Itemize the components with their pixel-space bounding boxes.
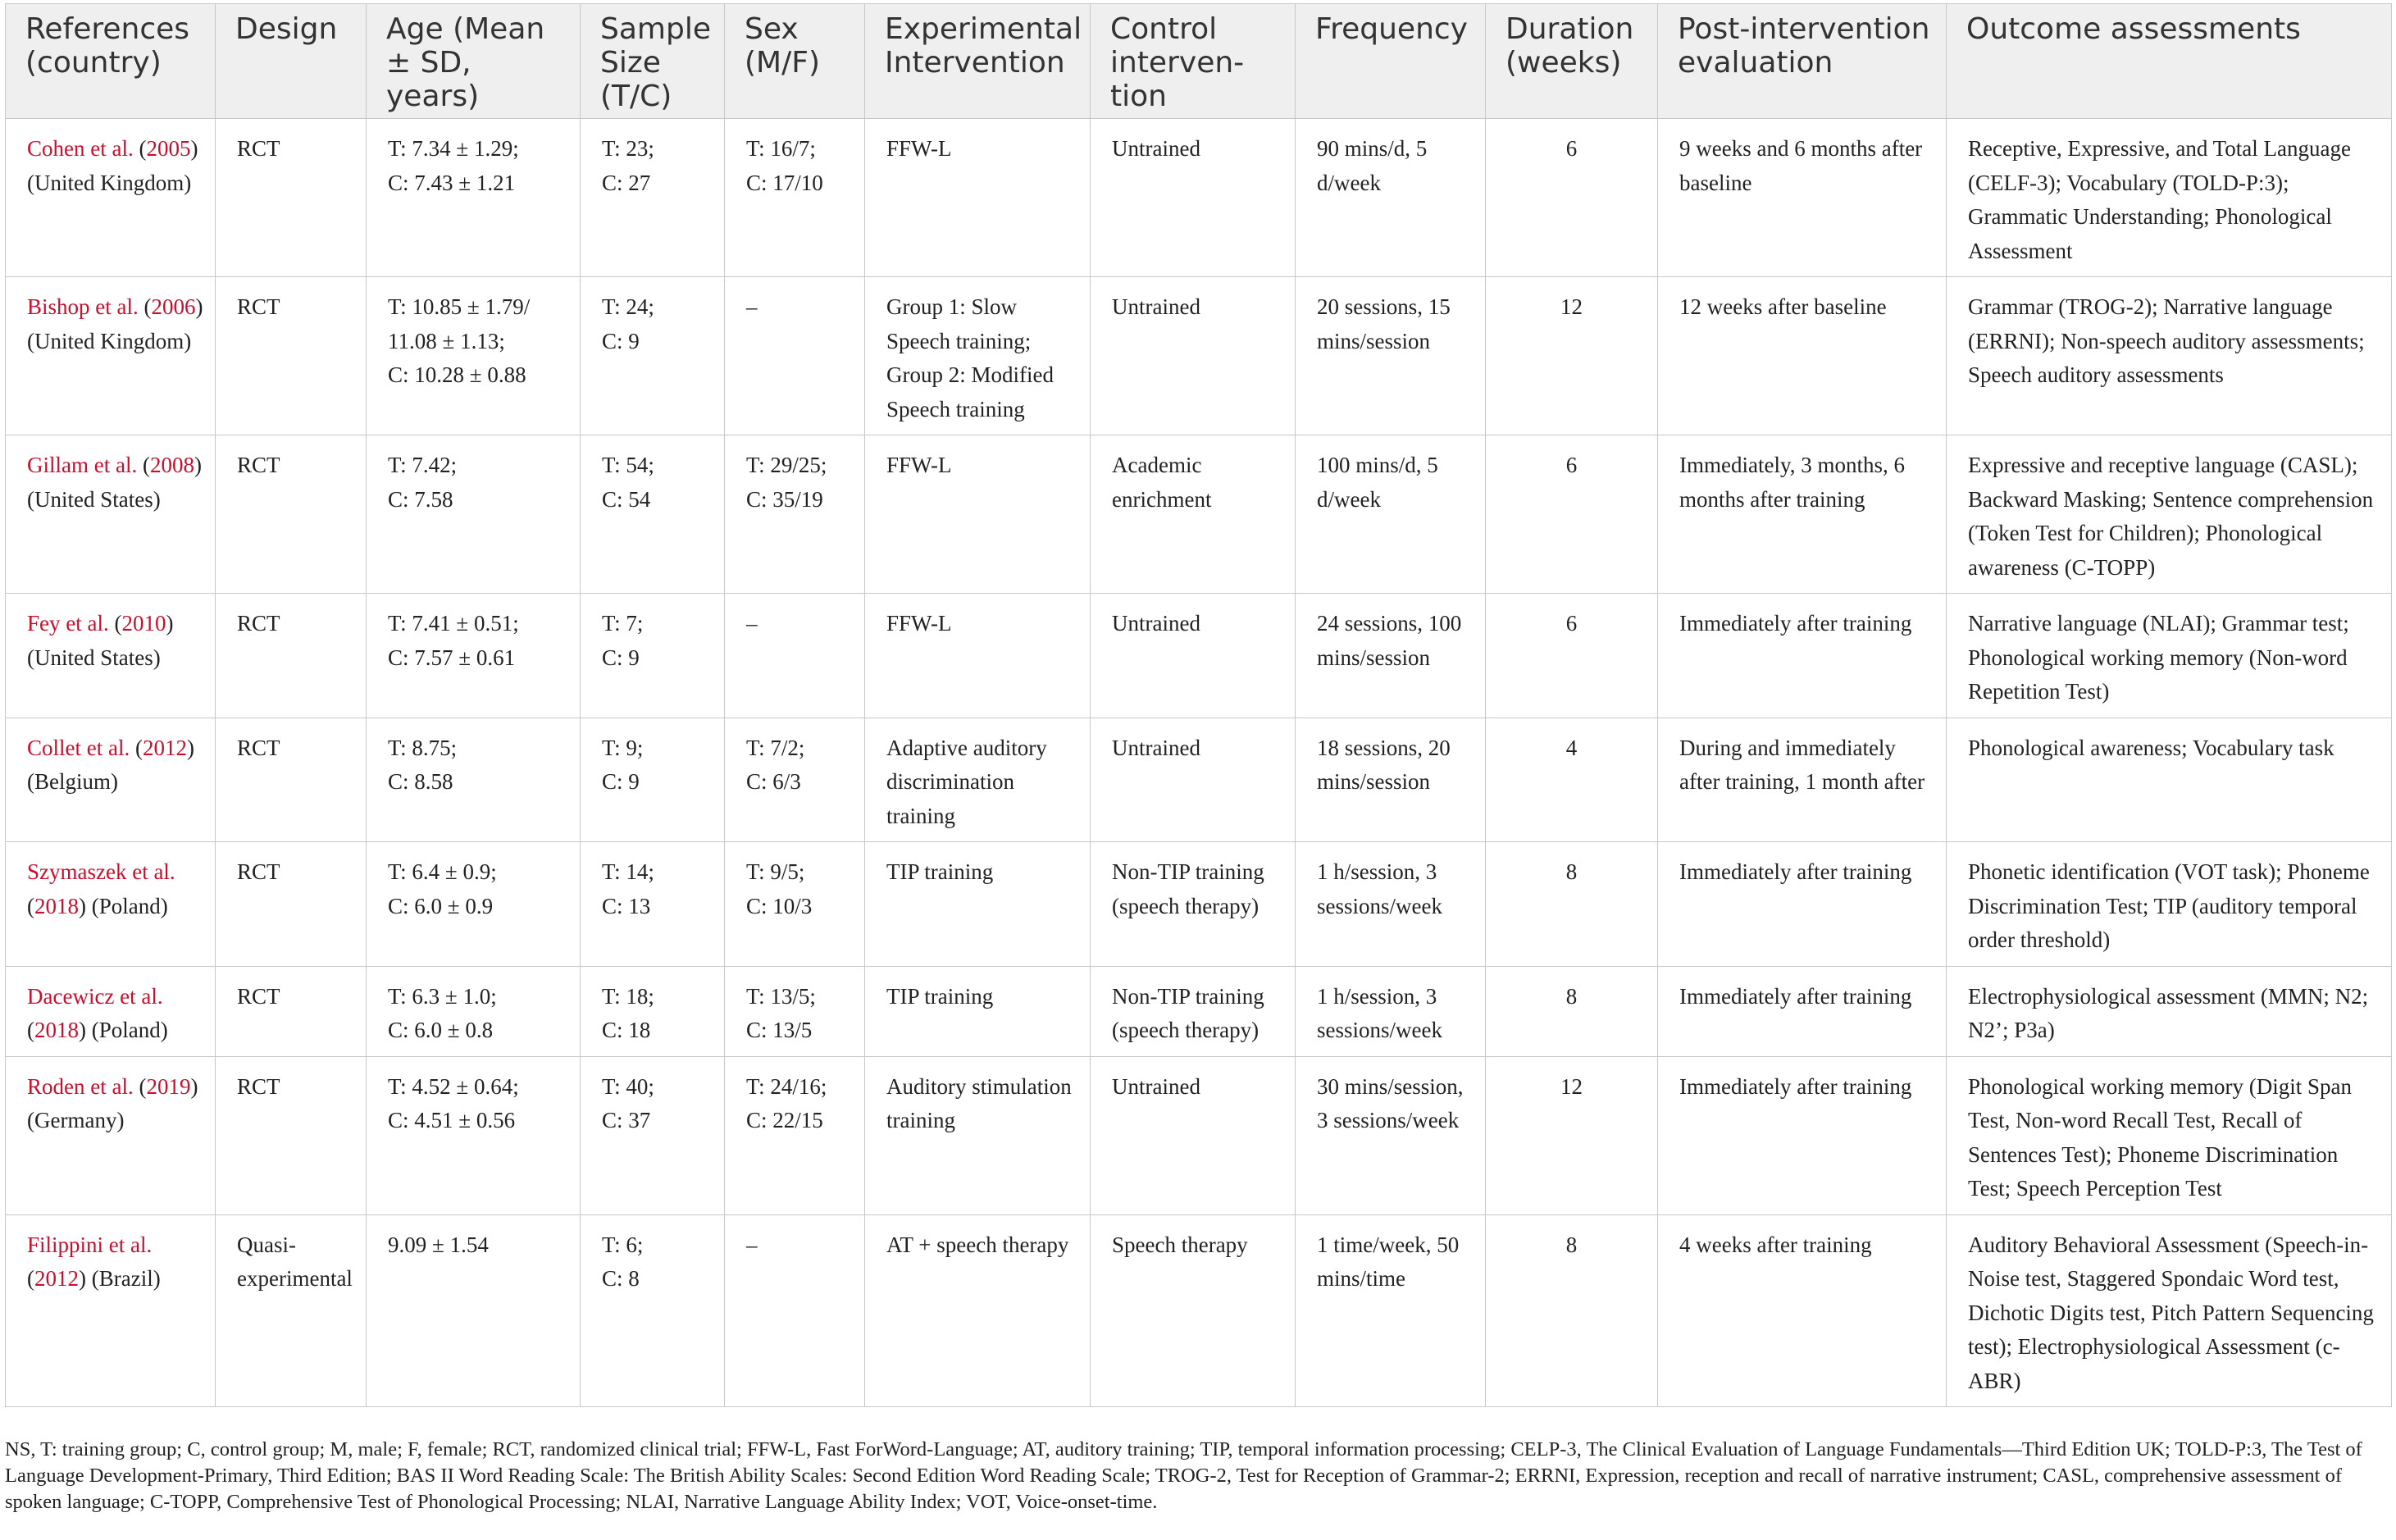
header-references: References (country) <box>6 4 216 119</box>
outcome-value: Expressive and receptive language (CASL); Backward Masking; Sentence comprehension (Token Test for Children); Phonological awareness (C-TOPP) <box>1968 453 2374 580</box>
age-value: C: 4.51 ± 0.56 <box>388 1108 516 1132</box>
duration-value: 12 <box>1560 294 1583 319</box>
experimental-cell <box>865 1056 1091 1214</box>
sex-value: C: 35/19 <box>746 486 823 512</box>
control-cell <box>1091 842 1296 967</box>
sample-cell <box>581 842 725 967</box>
age-value: T: 8.75; <box>388 735 458 760</box>
sample-value: T: 6; <box>602 1232 644 1257</box>
reference-year-link[interactable]: 2008 <box>149 453 194 477</box>
design-value: RCT <box>237 453 280 477</box>
reference-year-link[interactable]: 2010 <box>121 611 166 636</box>
control-cell <box>1091 966 1296 1056</box>
age-value: C: 6.0 ± 0.8 <box>388 1018 494 1042</box>
frequency-value: 100 mins/d, 5 d/week <box>1317 453 1438 512</box>
design-cell <box>216 966 367 1056</box>
outcome-cell <box>1947 842 2392 967</box>
header-row <box>6 4 2392 119</box>
control-cell <box>1091 1056 1296 1214</box>
sex-cell <box>725 718 865 842</box>
reference-cell: Roden et al. (2019) (Germany) <box>6 1056 216 1214</box>
table-row <box>6 594 2392 718</box>
duration-cell <box>1486 1214 1658 1407</box>
age-cell <box>367 1214 581 1407</box>
outcome-value: Phonetic identification (VOT task); Phoneme Discrimination Test; TIP (auditory temporal order threshold) <box>1968 859 2370 952</box>
reference-country: (Poland) <box>91 893 168 918</box>
design-cell <box>216 119 367 277</box>
control-value: Non-TIP training (speech therapy) <box>1112 859 1264 918</box>
sample-value: T: 24; <box>602 294 654 319</box>
reference-author: Gillam et al. <box>27 453 138 477</box>
frequency-cell <box>1296 594 1486 718</box>
sample-value: C: 54 <box>602 486 651 512</box>
frequency-value: 30 mins/session, 3 sessions/week <box>1317 1073 1464 1132</box>
frequency-value: 20 sessions, 15 mins/session <box>1317 294 1451 353</box>
outcome-value: Auditory Behavioral Assessment (Speech-in-Noise test, Staggered Spondaic Word test, Dichotic Digits test, Pitch Pattern Sequencing test); Electrophysiological Assessment (c-ABR) <box>1968 1232 2374 1393</box>
sample-value: T: 7; <box>602 611 644 636</box>
design-cell <box>216 718 367 842</box>
control-cell <box>1091 277 1296 435</box>
age-value: C: 6.0 ± 0.9 <box>388 893 494 918</box>
sex-value: C: 6/3 <box>746 769 801 794</box>
reference-year-link[interactable]: 2018 <box>34 893 79 918</box>
experimental-value: FFW-L <box>886 453 952 477</box>
design-cell <box>216 277 367 435</box>
header-control: Control interven-tion <box>1091 4 1296 119</box>
duration-cell <box>1486 277 1658 435</box>
sample-cell <box>581 718 725 842</box>
experimental-value: AT + speech therapy <box>886 1232 1069 1257</box>
sex-value: – <box>746 611 758 636</box>
frequency-value: 1 h/session, 3 sessions/week <box>1317 859 1442 918</box>
sample-value: C: 13 <box>602 893 651 918</box>
header-frequency: Frequency <box>1296 4 1486 119</box>
sample-value: T: 54; <box>602 453 654 477</box>
sample-value: T: 23; <box>602 136 654 161</box>
post-evaluation-cell <box>1658 119 1947 277</box>
sample-value: C: 9 <box>602 769 640 794</box>
age-cell <box>367 277 581 435</box>
duration-cell <box>1486 435 1658 594</box>
sex-value: T: 7/2; <box>746 735 805 760</box>
table-body <box>6 119 2392 1407</box>
duration-cell <box>1486 842 1658 967</box>
design-value: RCT <box>237 1073 280 1099</box>
reference-year-link[interactable]: 2012 <box>34 1266 79 1291</box>
reference-country: (United Kingdom) <box>27 170 192 195</box>
outcome-value: Electrophysiological assessment (MMN; N2; N2’; P3a) <box>1968 983 2369 1042</box>
sample-cell <box>581 1214 725 1407</box>
duration-value: 6 <box>1565 611 1578 636</box>
experimental-value: FFW-L <box>886 611 952 636</box>
outcome-value: Phonological awareness; Vocabulary task <box>1968 735 2335 760</box>
reference-author: Bishop et al. <box>27 294 139 319</box>
age-value: C: 7.58 <box>388 486 453 512</box>
table-row <box>6 435 2392 594</box>
post-evaluation-cell <box>1658 277 1947 435</box>
sample-value: C: 9 <box>602 645 640 670</box>
outcome-cell <box>1947 718 2392 842</box>
control-cell <box>1091 1214 1296 1407</box>
sex-value: T: 13/5; <box>746 983 816 1009</box>
control-value: Untrained <box>1112 136 1200 161</box>
age-value: T: 10.85 ± 1.79/ <box>388 294 531 319</box>
sex-value: C: 10/3 <box>746 893 813 918</box>
reference-country: (Belgium) <box>27 769 118 794</box>
outcome-cell <box>1947 1056 2392 1214</box>
age-cell <box>367 966 581 1056</box>
header-duration: Duration (weeks) <box>1486 4 1658 119</box>
age-value: C: 8.58 <box>388 769 453 794</box>
reference-year-link[interactable]: 2012 <box>142 735 187 760</box>
duration-value: 8 <box>1565 1232 1578 1257</box>
reference-country: (Poland) <box>91 1018 168 1042</box>
header-sex: Sex (M/F) <box>725 4 865 119</box>
control-value: Untrained <box>1112 611 1200 636</box>
header-sample-size: Sample Size (T/C) <box>581 4 725 119</box>
age-value: T: 6.3 ± 1.0; <box>388 983 497 1009</box>
experimental-value: TIP training <box>886 859 994 884</box>
sample-cell <box>581 277 725 435</box>
table-row <box>6 966 2392 1056</box>
post-evaluation-value: Immediately, 3 months, 6 months after training <box>1679 453 1905 512</box>
post-evaluation-value: Immediately after training <box>1679 859 1912 884</box>
sample-value: C: 8 <box>602 1266 640 1291</box>
frequency-cell <box>1296 718 1486 842</box>
duration-cell <box>1486 966 1658 1056</box>
table-row <box>6 1214 2392 1407</box>
outcome-value: Grammar (TROG-2); Narrative language (ERRNI); Non-speech auditory assessments; Speech auditory assessments <box>1968 294 2365 387</box>
experimental-cell <box>865 435 1091 594</box>
experimental-value: Auditory stimulation training <box>886 1073 1072 1132</box>
frequency-cell <box>1296 119 1486 277</box>
header-experimental: Experimental Intervention <box>865 4 1091 119</box>
control-value: Academic enrichment <box>1112 453 1212 512</box>
post-evaluation-cell <box>1658 1056 1947 1214</box>
sample-cell <box>581 966 725 1056</box>
reference-country: (Germany) <box>27 1108 125 1132</box>
duration-value: 12 <box>1560 1073 1583 1099</box>
reference-cell: Collet et al. (2012) (Belgium) <box>6 718 216 842</box>
age-cell <box>367 1056 581 1214</box>
reference-author: Cohen et al. <box>27 136 134 161</box>
sex-cell <box>725 1056 865 1214</box>
table-row <box>6 842 2392 967</box>
age-value: T: 7.41 ± 0.51; <box>388 611 519 636</box>
control-value: Untrained <box>1112 1073 1200 1099</box>
control-value: Non-TIP training (speech therapy) <box>1112 983 1264 1042</box>
post-evaluation-value: Immediately after training <box>1679 983 1912 1009</box>
design-cell <box>216 842 367 967</box>
design-cell <box>216 435 367 594</box>
post-evaluation-value: 12 weeks after baseline <box>1679 294 1887 319</box>
age-value: T: 4.52 ± 0.64; <box>388 1073 519 1099</box>
frequency-value: 24 sessions, 100 mins/session <box>1317 611 1462 670</box>
post-evaluation-cell <box>1658 1214 1947 1407</box>
duration-cell <box>1486 1056 1658 1214</box>
reference-cell: Bishop et al. (2006) (United Kingdom) <box>6 277 216 435</box>
reference-country: (United States) <box>27 645 161 670</box>
outcome-cell <box>1947 435 2392 594</box>
design-value: Quasi-experimental <box>237 1232 353 1291</box>
experimental-value: Adaptive auditory discrimination training <box>886 735 1047 828</box>
control-value: Untrained <box>1112 735 1200 760</box>
sex-cell <box>725 435 865 594</box>
studies-table <box>5 3 2392 1407</box>
experimental-value: TIP training <box>886 983 994 1009</box>
reference-cell: Cohen et al. (2005) (United Kingdom) <box>6 119 216 277</box>
control-value: Untrained <box>1112 294 1200 319</box>
sex-value: T: 29/25; <box>746 453 827 477</box>
reference-cell: Dacewicz et al. (2018) (Poland) <box>6 966 216 1056</box>
design-value: RCT <box>237 294 280 319</box>
duration-value: 6 <box>1565 136 1578 161</box>
outcome-cell <box>1947 1214 2392 1407</box>
outcome-value: Narrative language (NLAI); Grammar test; Phonological working memory (Non-word Repetition Test) <box>1968 611 2349 704</box>
reference-author: Filippini et al. <box>27 1232 153 1257</box>
sample-value: T: 18; <box>602 983 654 1009</box>
frequency-value: 1 h/session, 3 sessions/week <box>1317 983 1442 1042</box>
experimental-value: FFW-L <box>886 136 952 161</box>
reference-country: (United States) <box>27 486 161 512</box>
age-cell <box>367 119 581 277</box>
frequency-cell <box>1296 435 1486 594</box>
duration-cell <box>1486 119 1658 277</box>
header-design: Design <box>216 4 367 119</box>
outcome-value: Receptive, Expressive, and Total Language (CELF-3); Vocabulary (TOLD-P:3); Grammatic Understanding; Phonological Assessment <box>1968 136 2351 263</box>
sex-cell <box>725 277 865 435</box>
sample-cell <box>581 1056 725 1214</box>
control-cell <box>1091 594 1296 718</box>
experimental-cell <box>865 718 1091 842</box>
duration-cell <box>1486 594 1658 718</box>
post-evaluation-value: Immediately after training <box>1679 1073 1912 1099</box>
sex-value: – <box>746 1232 758 1257</box>
sex-cell <box>725 119 865 277</box>
reference-cell: Filippini et al. (2012) (Brazil) <box>6 1214 216 1407</box>
duration-value: 8 <box>1565 983 1578 1009</box>
experimental-cell <box>865 966 1091 1056</box>
duration-value: 6 <box>1565 453 1578 477</box>
sex-value: C: 22/15 <box>746 1108 823 1132</box>
reference-author: Roden et al. <box>27 1073 134 1099</box>
table-container <box>5 3 2391 1407</box>
sample-cell <box>581 119 725 277</box>
design-cell <box>216 594 367 718</box>
control-cell <box>1091 435 1296 594</box>
table-row <box>6 119 2392 277</box>
reference-year-link[interactable]: 2018 <box>34 1018 79 1042</box>
sex-cell <box>725 842 865 967</box>
age-cell <box>367 435 581 594</box>
sex-cell <box>725 966 865 1056</box>
header-post-evaluation: Post-intervention evaluation <box>1658 4 1947 119</box>
experimental-value: Group 1: Slow Speech training; Group 2: Modified Speech training <box>886 294 1054 421</box>
sex-value: T: 24/16; <box>746 1073 827 1099</box>
frequency-cell <box>1296 1056 1486 1214</box>
sample-value: C: 18 <box>602 1018 651 1042</box>
frequency-cell <box>1296 277 1486 435</box>
reference-author: Collet et al. <box>27 735 130 760</box>
frequency-cell <box>1296 842 1486 967</box>
experimental-cell <box>865 1214 1091 1407</box>
post-evaluation-value: 9 weeks and 6 months after baseline <box>1679 136 1923 195</box>
sample-value: C: 9 <box>602 328 640 353</box>
control-cell <box>1091 119 1296 277</box>
outcome-cell <box>1947 966 2392 1056</box>
age-value: 9.09 ± 1.54 <box>388 1232 489 1257</box>
age-cell <box>367 842 581 967</box>
sex-value: C: 13/5 <box>746 1018 813 1042</box>
sample-cell <box>581 435 725 594</box>
post-evaluation-cell <box>1658 435 1947 594</box>
header-age: Age (Mean ± SD, years) <box>367 4 581 119</box>
post-evaluation-value: 4 weeks after training <box>1679 1232 1872 1257</box>
reference-year-link[interactable]: 2006 <box>151 294 196 319</box>
control-cell <box>1091 718 1296 842</box>
post-evaluation-cell <box>1658 718 1947 842</box>
sex-cell <box>725 594 865 718</box>
sample-value: T: 40; <box>602 1073 654 1099</box>
header-outcome: Outcome assessments <box>1947 4 2392 119</box>
duration-value: 4 <box>1565 735 1578 760</box>
post-evaluation-cell <box>1658 966 1947 1056</box>
outcome-cell <box>1947 119 2392 277</box>
post-evaluation-value: Immediately after training <box>1679 611 1912 636</box>
frequency-value: 1 time/week, 50 mins/time <box>1317 1232 1460 1291</box>
design-value: RCT <box>237 611 280 636</box>
design-cell <box>216 1056 367 1214</box>
sex-cell <box>725 1214 865 1407</box>
sample-value: T: 14; <box>602 859 654 884</box>
sample-value: T: 9; <box>602 735 644 760</box>
frequency-value: 90 mins/d, 5 d/week <box>1317 136 1428 195</box>
age-value: 11.08 ± 1.13; <box>388 328 505 353</box>
reference-country: (Brazil) <box>91 1266 161 1291</box>
reference-cell: Fey et al. (2010) (United States) <box>6 594 216 718</box>
reference-author: Fey et al. <box>27 611 109 636</box>
duration-cell <box>1486 718 1658 842</box>
outcome-cell <box>1947 594 2392 718</box>
age-value: C: 7.57 ± 0.61 <box>388 645 516 670</box>
experimental-cell <box>865 277 1091 435</box>
post-evaluation-cell <box>1658 842 1947 967</box>
sample-value: C: 37 <box>602 1108 651 1132</box>
age-value: T: 7.34 ± 1.29; <box>388 136 519 161</box>
duration-value: 8 <box>1565 859 1578 884</box>
sample-value: C: 27 <box>602 170 651 195</box>
post-evaluation-cell <box>1658 594 1947 718</box>
reference-cell: Gillam et al. (2008) (United States) <box>6 435 216 594</box>
age-cell <box>367 594 581 718</box>
reference-cell: Szymaszek et al. (2018) (Poland) <box>6 842 216 967</box>
reference-country: (United Kingdom) <box>27 328 192 353</box>
experimental-cell <box>865 594 1091 718</box>
age-cell <box>367 718 581 842</box>
reference-author: Dacewicz et al. <box>27 983 163 1009</box>
sample-cell <box>581 594 725 718</box>
age-value: C: 7.43 ± 1.21 <box>388 170 516 195</box>
table-footnote: NS, T: training group; C, control group; M, male; F, female; RCT, randomized clinical trial; FFW-L, Fast ForWord-Language; AT, auditory training; TIP, temporal information processing; CELP-3, The Clinical Evaluation of Language Fundamentals—Third Edition UK; TOLD-P:3, The Test of Language Development-Primary, Third Edition; BAS II Word Reading Scale: The British Ability Scales: Second Edition Word Reading Scale; TROG-2, Test for Reception of Grammar-2; ERRNI, Expression, reception and recall of narrative instrument; CASL, comprehensive assessment of spoken language; C-TOPP, Comprehensive Test of Phonological Processing; NLAI, Narrative Language Ability Index; VOT, Voice-onset-time. <box>5 1438 2362 1513</box>
reference-year-link[interactable]: 2005 <box>146 136 191 161</box>
design-value: RCT <box>237 735 280 760</box>
table-row <box>6 277 2392 435</box>
frequency-cell <box>1296 966 1486 1056</box>
age-value: T: 7.42; <box>388 453 458 477</box>
sex-value: T: 16/7; <box>746 136 816 161</box>
outcome-cell <box>1947 277 2392 435</box>
reference-author: Szymaszek et al. <box>27 859 175 884</box>
age-value: T: 6.4 ± 0.9; <box>388 859 497 884</box>
experimental-cell <box>865 842 1091 967</box>
frequency-cell <box>1296 1214 1486 1407</box>
sex-value: T: 9/5; <box>746 859 805 884</box>
post-evaluation-value: During and immediately after training, 1 month after <box>1679 735 1925 794</box>
age-value: C: 10.28 ± 0.88 <box>388 362 526 387</box>
table-row <box>6 718 2392 842</box>
design-cell <box>216 1214 367 1407</box>
reference-year-link[interactable]: 2019 <box>146 1073 191 1099</box>
sex-value: C: 17/10 <box>746 170 823 195</box>
experimental-cell <box>865 119 1091 277</box>
table-row <box>6 1056 2392 1214</box>
design-value: RCT <box>237 136 280 161</box>
control-value: Speech therapy <box>1112 1232 1248 1257</box>
frequency-value: 18 sessions, 20 mins/session <box>1317 735 1451 794</box>
sex-value: – <box>746 294 758 319</box>
design-value: RCT <box>237 859 280 884</box>
outcome-value: Phonological working memory (Digit Span Test, Non-word Recall Test, Recall of Sentences Test); Phoneme Discrimination Test; Speech Perception Test <box>1968 1073 2352 1201</box>
design-value: RCT <box>237 983 280 1009</box>
